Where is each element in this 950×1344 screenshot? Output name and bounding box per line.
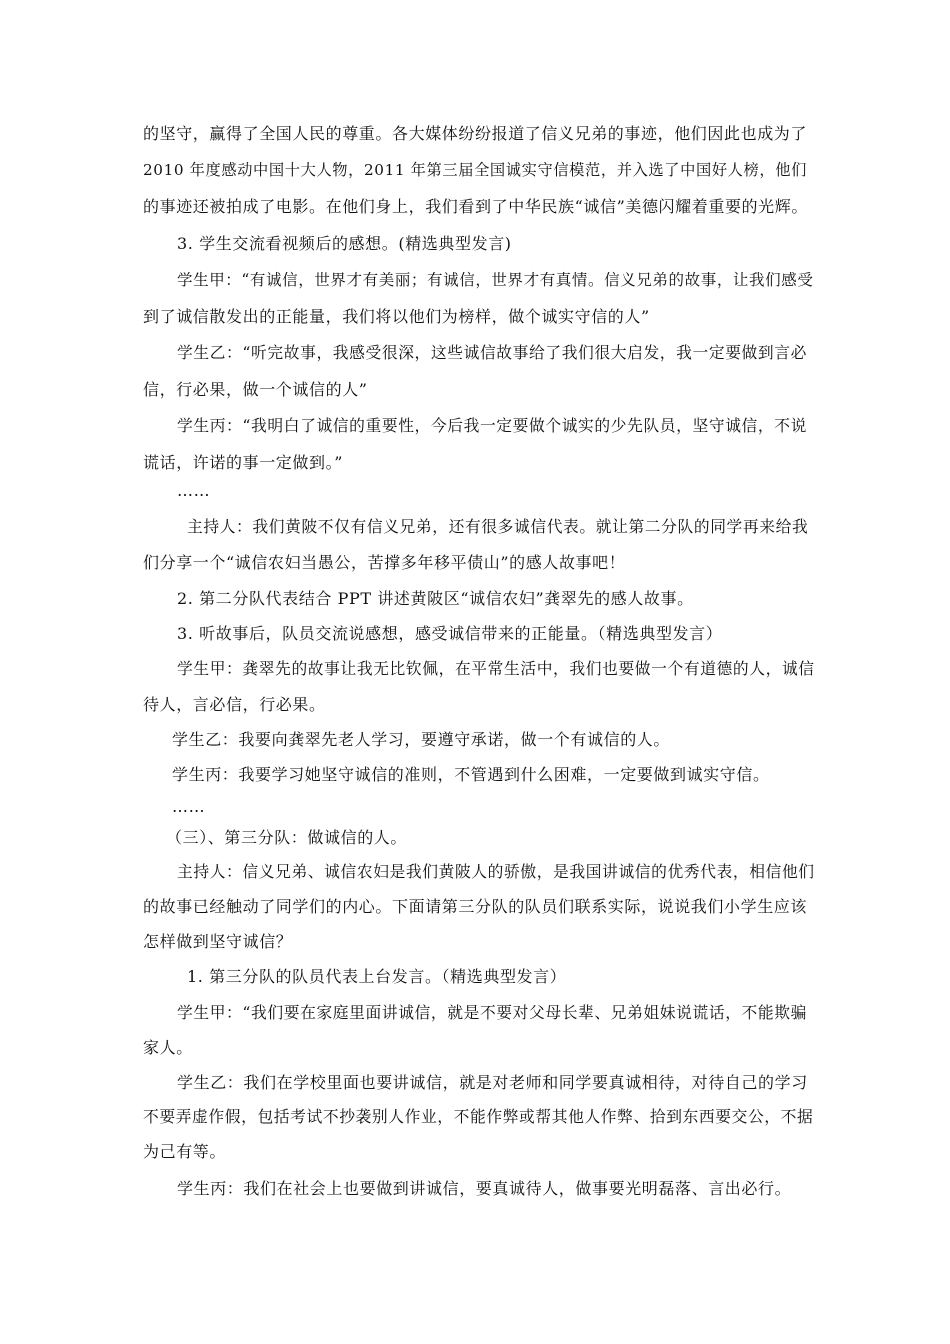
text-line: 学生丙：“我明白了诚信的重要性，今后我一定要做个诚实的少先队员，坚守诚信，不说 bbox=[177, 416, 807, 435]
text-line: 3. 听故事后，队员交流说感想，感受诚信带来的正能量。（精选典型发言） bbox=[177, 624, 723, 643]
text-line: 主持人：我们黄陂不仅有信义兄弟，还有很多诚信代表。就让第二分队的同学再来给我 bbox=[187, 517, 809, 536]
text-line: 怎样做到坚守诚信？ bbox=[143, 932, 293, 951]
text-line: 到了诚信散发出的正能量，我们将以他们为榜样，做个诚实守信的人” bbox=[143, 307, 650, 326]
text-line: 2010 年度感动中国十大人物，2011 年第三届全国诚实守信模范，并入选了中国好人榜，他们 bbox=[143, 161, 807, 179]
text-line: 待人，言必信，行必果。 bbox=[143, 695, 326, 714]
text-line: 学生丙：我们在社会上也要做到讲诚信，要真诚待人，做事要光明磊落、言出必行。 bbox=[177, 1179, 792, 1198]
text-line: 学生丙：我要学习她坚守诚信的准则，不管遇到什么困难，一定要做到诚实守信。 bbox=[172, 765, 770, 784]
text-line: 学生甲：龚翠先的故事让我无比钦佩，在平常生活中，我们也要做一个有道德的人，诚信 bbox=[177, 659, 815, 678]
text-line: 的事迹还被拍成了电影。在他们身上，我们看到了中华民族“诚信”美德闪耀着重要的光辉。 bbox=[143, 197, 808, 216]
text-line: 学生乙：“听完故事，我感受很深，这些诚信故事给了我们很大启发，我一定要做到言必 bbox=[177, 343, 807, 362]
text-line: 为己有等。 bbox=[143, 1142, 227, 1161]
text-line: 1. 第三分队的队员代表上台发言。（精选典型发言） bbox=[187, 967, 567, 986]
text-line: 学生甲：“我们要在家庭里面讲诚信，就是不要对父母长辈、兄弟姐妹说谎话，不能欺骗 bbox=[177, 1003, 807, 1022]
text-line: 谎话，许诺的事一定做到。” bbox=[143, 453, 343, 472]
text-line: 2. 第二分队代表结合 PPT 讲述黄陂区“诚信农妇”龚翠先的感人故事。 bbox=[177, 589, 694, 608]
text-line: 们分享一个“诚信农妇当愚公，苦撑多年移平债山”的感人故事吧！ bbox=[143, 553, 626, 572]
text-line: 的故事已经触动了同学们的内心。下面请第三分队的队员们联系实际，说说我们小学生应该 bbox=[143, 897, 808, 916]
text-line: 信，行必果，做一个诚信的人” bbox=[143, 380, 368, 399]
ellipsis: …… bbox=[177, 481, 211, 500]
text-line: 不要弄虚作假，包括考试不抄袭别人作业，不能作弊或帮其他人作弊、拾到东西要交公，不据 bbox=[143, 1107, 814, 1126]
section-heading: （三）、第三分队：做诚信的人。 bbox=[166, 828, 408, 847]
text-line: 3. 学生交流看视频后的感想。(精选典型发言) bbox=[177, 234, 512, 253]
text-line: 学生乙：我们在学校里面也要讲诚信，就是对老师和同学要真诚相待，对待自己的学习 bbox=[177, 1073, 808, 1092]
text-line: 学生乙：我要向龚翠先老人学习，要遵守承诺，做一个有诚信的人。 bbox=[172, 730, 671, 749]
text-line: 家人。 bbox=[143, 1038, 193, 1057]
text-line: 的坚守，赢得了全国人民的尊重。各大媒体纷纷报道了信义兄弟的事迹，他们因此也成为了 bbox=[143, 124, 808, 143]
text-line: 学生甲：“有诚信，世界才有美丽；有诚信，世界才有真情。信义兄弟的故事，让我们感受 bbox=[177, 271, 814, 289]
text-line: 主持人：信义兄弟、诚信农妇是我们黄陂人的骄傲，是我国讲诚信的优秀代表，相信他们 bbox=[177, 862, 815, 881]
ellipsis: …… bbox=[172, 797, 206, 816]
